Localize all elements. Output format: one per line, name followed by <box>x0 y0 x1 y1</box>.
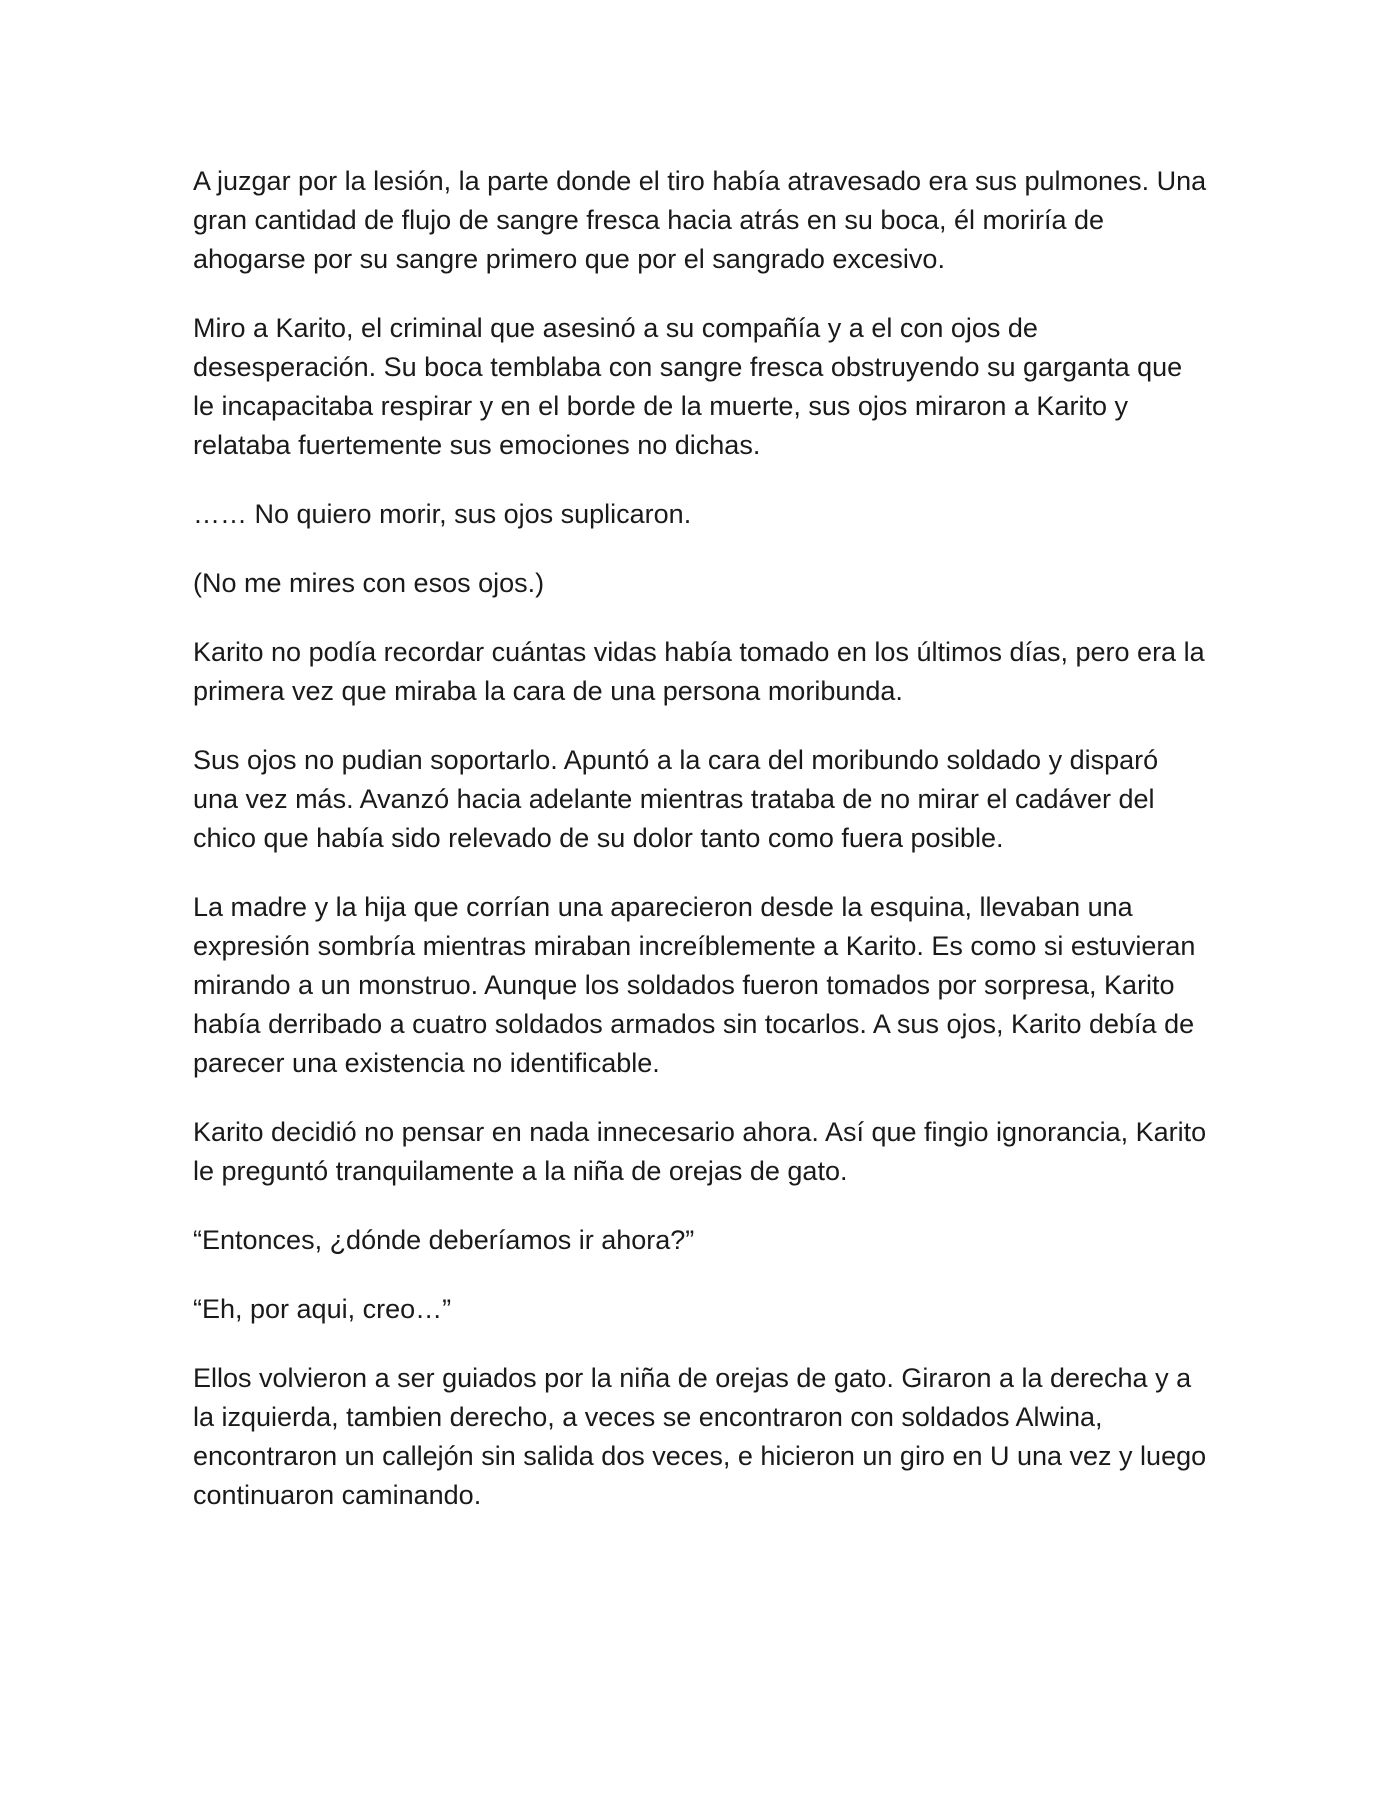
paragraph-9: “Entonces, ¿dónde deberíamos ir ahora?” <box>193 1225 695 1255</box>
paragraph-2: Miro a Karito, el criminal que asesinó a su compañía y a el con ojos de desesperación. Su boca temblaba con sangre fresca obstruyendo su garganta que le incapacitaba respirar y en el borde de la muerte, sus ojos miraron a Karito y relataba fuertemente sus emociones no dichas. <box>193 313 1183 460</box>
paragraph-5: Karito no podía recordar cuántas vidas había tomado en los últimos días, pero era la primera vez que miraba la cara de una persona moribunda. <box>193 637 1205 706</box>
paragraph-3: …… No quiero morir, sus ojos suplicaron. <box>193 499 692 529</box>
paragraph-6: Sus ojos no pudian soportarlo. Apuntó a la cara del moribundo soldado y disparó una vez más. Avanzó hacia adelante mientras trataba de no mirar el cadáver del chico que había sido relevado de su dolor tanto como fuera posible. <box>193 745 1159 853</box>
paragraph-8: Karito decidió no pensar en nada innecesario ahora. Así que fingio ignorancia, Karito le preguntó tranquilamente a la niña de orejas de gato. <box>193 1117 1207 1186</box>
paragraph-7: La madre y la hija que corrían una aparecieron desde la esquina, llevaban una expresión sombría mientras miraban increíblemente a Karito. Es como si estuvieran mirando a un monstruo. Aunque los soldados fueron tomados por sorpresa, Karito había derribado a cuatro soldados armados sin tocarlos. A sus ojos, Karito debía de parecer una existencia no identificable. <box>193 892 1196 1078</box>
paragraph-10: “Eh, por aqui, creo…” <box>193 1294 452 1324</box>
document-body <box>193 162 1210 1515</box>
paragraph-11: Ellos volvieron a ser guiados por la niña de orejas de gato. Giraron a la derecha y a la izquierda, tambien derecho, a veces se encontraron con soldados Alwina, encontraron un callejón sin salida dos veces, e hicieron un giro en U una vez y luego continuaron caminando. <box>193 1363 1207 1510</box>
paragraph-1: A juzgar por la lesión, la parte donde el tiro había atravesado era sus pulmones. Una gran cantidad de flujo de sangre fresca hacia atrás en su boca, él moriría de ahogarse por su sangre primero que por el sangrado excesivo. <box>193 166 1207 274</box>
paragraph-4: (No me mires con esos ojos.) <box>193 568 545 598</box>
